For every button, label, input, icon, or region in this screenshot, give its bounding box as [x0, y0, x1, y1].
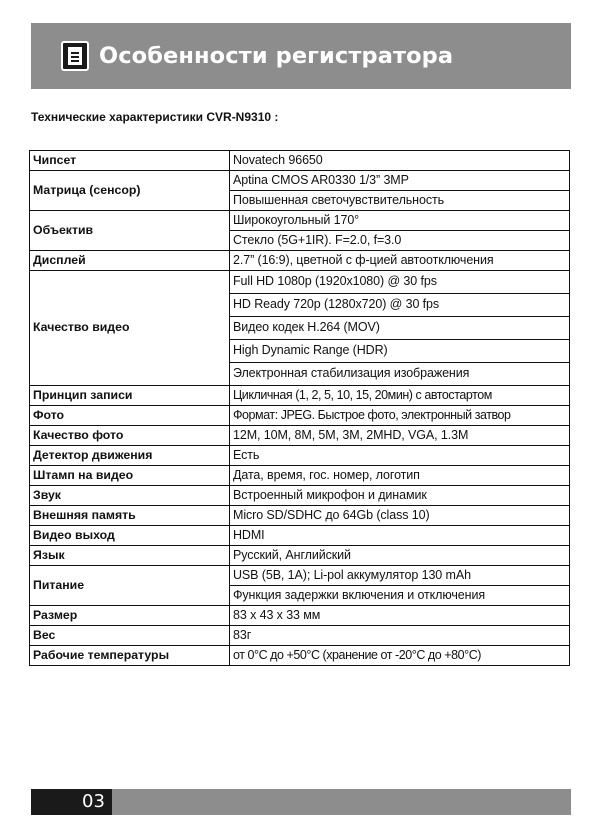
spec-param-label: Рабочие температуры [30, 646, 230, 666]
table-row [30, 386, 570, 406]
table-row [30, 506, 570, 526]
specs-subtitle: Технические характеристики CVR-N9310 : [31, 110, 279, 124]
spec-param-label: Размер [30, 606, 230, 626]
spec-param-label: Матрица (сенсор) [30, 171, 230, 211]
table-row [30, 466, 570, 486]
page-title: Особенности регистратора [99, 43, 454, 69]
spec-value: Функция задержки включения и отключения [230, 586, 570, 606]
spec-value: Формат: JPEG. Быстрое фото, электронный затвор [230, 406, 570, 426]
spec-value: High Dynamic Range (HDR) [230, 340, 570, 363]
spec-param-label: Детектор движения [30, 446, 230, 466]
header-bar [31, 23, 571, 89]
specs-table [29, 150, 570, 666]
spec-param-label: Штамп на видео [30, 466, 230, 486]
spec-value: Aptina CMOS AR0330 1/3” 3MP [230, 171, 570, 191]
table-row [30, 211, 570, 231]
spec-value: Видео кодек H.264 (MOV) [230, 317, 570, 340]
spec-value: Встроенный микрофон и динамик [230, 486, 570, 506]
table-row [30, 151, 570, 171]
table-row [30, 566, 570, 586]
spec-value: 12M, 10M, 8M, 5M, 3M, 2MHD, VGA, 1.3M [230, 426, 570, 446]
document-icon [61, 41, 89, 71]
table-row [30, 171, 570, 191]
spec-param-label: Язык [30, 546, 230, 566]
table-row [30, 546, 570, 566]
table-row [30, 606, 570, 626]
spec-value: Full HD 1080p (1920x1080) @ 30 fps [230, 271, 570, 294]
spec-param-label: Внешняя память [30, 506, 230, 526]
spec-param-label: Объектив [30, 211, 230, 251]
spec-value: Стекло (5G+1IR). F=2.0, f=3.0 [230, 231, 570, 251]
spec-value: Цикличная (1, 2, 5, 10, 15, 20мин) с автостартом [230, 386, 570, 406]
spec-param-label: Качество фото [30, 426, 230, 446]
spec-value: Широкоугольный 170° [230, 211, 570, 231]
table-row [30, 446, 570, 466]
footer-bar [31, 789, 571, 815]
table-row [30, 526, 570, 546]
spec-value: 83г [230, 626, 570, 646]
spec-value: Электронная стабилизация изображения [230, 363, 570, 386]
spec-value: Повышенная светочувствительность [230, 191, 570, 211]
spec-value: Русский, Английский [230, 546, 570, 566]
spec-value: Micro SD/SDHC до 64Gb (class 10) [230, 506, 570, 526]
spec-param-label: Звук [30, 486, 230, 506]
spec-value: Novatech 96650 [230, 151, 570, 171]
spec-param-label: Качество видео [30, 271, 230, 386]
table-row [30, 486, 570, 506]
spec-value: USB (5В, 1А); Li-pol аккумулятор 130 mAh [230, 566, 570, 586]
spec-value: HDMI [230, 526, 570, 546]
spec-value: 2.7” (16:9), цветной с ф-цией автоотключения [230, 251, 570, 271]
table-row [30, 271, 570, 294]
spec-value: HD Ready 720p (1280x720) @ 30 fps [230, 294, 570, 317]
table-row [30, 646, 570, 666]
spec-param-label: Дисплей [30, 251, 230, 271]
table-row [30, 426, 570, 446]
spec-value: Дата, время, гос. номер, логотип [230, 466, 570, 486]
page-number: 03 [82, 791, 105, 812]
spec-param-label: Принцип записи [30, 386, 230, 406]
spec-param-label: Фото [30, 406, 230, 426]
spec-value: от 0°С до +50°С (хранение от -20°С до +80°С) [230, 646, 570, 666]
table-row [30, 406, 570, 426]
spec-value: 83 x 43 x 33 мм [230, 606, 570, 626]
spec-param-label: Видео выход [30, 526, 230, 546]
spec-value: Есть [230, 446, 570, 466]
table-row [30, 251, 570, 271]
table-row [30, 626, 570, 646]
spec-param-label: Вес [30, 626, 230, 646]
spec-param-label: Чипсет [30, 151, 230, 171]
spec-param-label: Питание [30, 566, 230, 606]
